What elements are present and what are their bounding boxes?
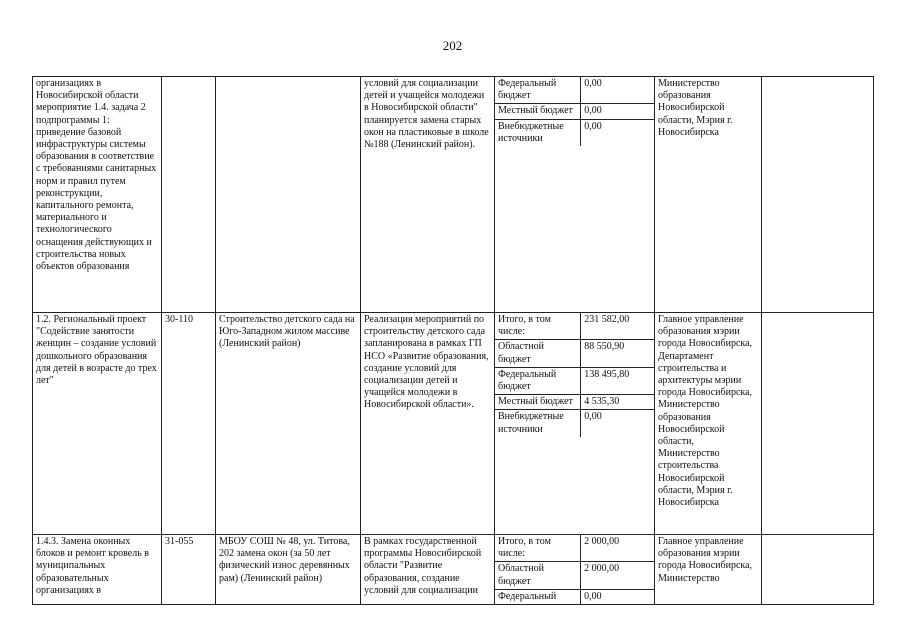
table-row — [33, 77, 874, 313]
funding-row — [495, 395, 654, 410]
description-cell — [361, 77, 495, 313]
funding-table — [495, 313, 654, 437]
funding-row — [495, 104, 654, 119]
funding-source-label: Федеральный бюджет — [495, 77, 581, 104]
measure-name-cell — [33, 535, 162, 605]
description-text: В рамках государственной программы Новосибирской области "Развитие образования, создание условий для социализации — [364, 536, 482, 596]
code-cell — [162, 77, 216, 313]
description-text: условий для социализации детей и учащейся молодежи в Новосибирской области" планируется замена старых окон на пластиковые в школе №188 (Ленинский район). — [364, 78, 489, 151]
description-cell — [361, 535, 495, 605]
code-cell — [162, 313, 216, 535]
empty-cell — [762, 535, 874, 605]
funding-cell — [495, 77, 655, 313]
executor-text: Главное управление образования мэрии города Новосибирска, Департамент строительства и архитектуры мэрии города Новосибирска, Министерство образования Новосибирской области, Министерство строительства Новосибирской области, Мэрия г. Новосибирска — [658, 314, 753, 509]
page-number: 202 — [442, 38, 463, 53]
funding-row — [495, 589, 654, 604]
measure-name: 1.2. Региональный проект "Содействие занятости женщин – создание условий дошкольного образования для детей в возрасте до трех лет" — [36, 314, 157, 387]
funding-row — [495, 119, 654, 146]
table-row — [33, 313, 874, 535]
executor-text: Главное управление образования мэрии города Новосибирска, Министерство — [658, 536, 753, 584]
funding-row — [495, 313, 654, 340]
measure-name-cell — [33, 77, 162, 313]
funding-source-label: Федеральный — [495, 589, 581, 604]
funding-source-label: Федеральный бюджет — [495, 367, 581, 394]
measure-name-cell — [33, 313, 162, 535]
table-row — [33, 535, 874, 605]
description-text: Реализация мероприятий по строительству детского сада запланирована в рамках ГП НСО «Развитие образования, создание условий для социализации детей и учащейся молодежи в Новосибирской области». — [364, 314, 489, 411]
funding-amount: 0,00 — [581, 589, 654, 604]
measure-name: 1.4.3. Замена оконных блоков и ремонт кровель в муниципальных образовательных организациях в — [36, 536, 149, 596]
funding-source-label: Внебюджетные источники — [495, 410, 581, 437]
executor-cell — [655, 77, 762, 313]
funding-row — [495, 340, 654, 367]
funding-amount: 231 582,00 — [581, 313, 654, 340]
funding-source-label: Итого, в том числе: — [495, 535, 581, 562]
executor-text: Министерство образования Новосибирской области, Мэрия г. Новосибирска — [658, 78, 733, 138]
code-cell — [162, 535, 216, 605]
funding-amount: 0,00 — [581, 77, 654, 104]
funding-row — [495, 535, 654, 562]
funding-amount: 138 495,80 — [581, 367, 654, 394]
measure-name: организациях в Новосибирской области мероприятие 1.4. задача 2 подпрограммы 1: приведение базовой инфраструктуры системы образования в соответствие с требованиями санитарных норм и правил путем реконструкции, капитального ремонта, материального и технологического оснащения действующих и строительства новых объектов образования — [36, 78, 157, 273]
funding-row — [495, 367, 654, 394]
funding-table — [495, 77, 654, 146]
empty-cell — [762, 313, 874, 535]
funding-source-label: Областной бюджет — [495, 562, 581, 589]
executor-cell — [655, 535, 762, 605]
funding-amount: 0,00 — [581, 410, 654, 437]
object-cell — [216, 535, 361, 605]
funding-amount: 0,00 — [581, 119, 654, 146]
object-cell — [216, 77, 361, 313]
description-cell — [361, 313, 495, 535]
funding-row — [495, 410, 654, 437]
object-cell — [216, 313, 361, 535]
program-table — [32, 76, 874, 605]
funding-source-label: Областной бюджет — [495, 340, 581, 367]
funding-amount: 2 000,00 — [581, 535, 654, 562]
executor-cell — [655, 313, 762, 535]
funding-amount: 88 550,90 — [581, 340, 654, 367]
funding-amount: 4 535,30 — [581, 395, 654, 410]
funding-amount: 0,00 — [581, 104, 654, 119]
funding-cell — [495, 535, 655, 605]
funding-row — [495, 77, 654, 104]
object-text: Строительство детского сада на Юго-Западном жилом массиве (Ленинский район) — [219, 314, 355, 350]
funding-row — [495, 562, 654, 589]
funding-table — [495, 535, 654, 604]
object-text: МБОУ СОШ № 48, ул. Титова, 202 замена окон (за 50 лет физический износ деревянных рам) (Ленинский район) — [219, 536, 350, 584]
empty-cell — [762, 77, 874, 313]
funding-cell — [495, 313, 655, 535]
funding-source-label: Местный бюджет — [495, 395, 581, 410]
funding-source-label: Внебюджетные источники — [495, 119, 581, 146]
measure-code: 30-110 — [165, 314, 193, 325]
funding-amount: 2 000,00 — [581, 562, 654, 589]
funding-source-label: Местный бюджет — [495, 104, 581, 119]
measure-code: 31-055 — [165, 536, 194, 547]
funding-source-label: Итого, в том числе: — [495, 313, 581, 340]
